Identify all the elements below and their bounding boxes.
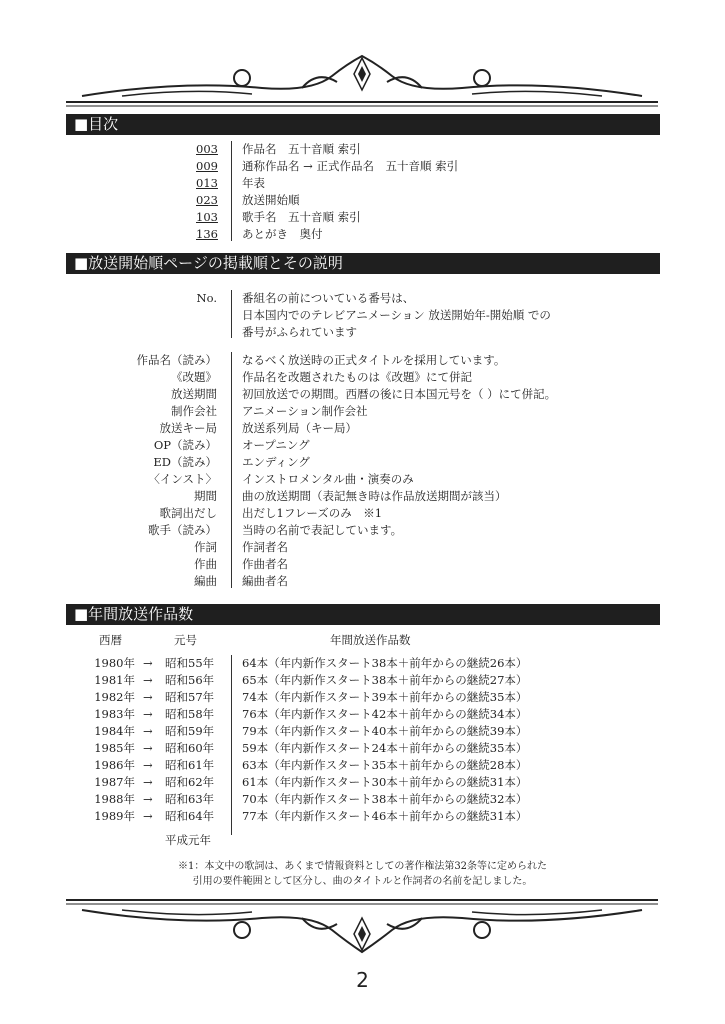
era-cell: 昭和56年 [165,673,215,687]
footnote-line-2: 引用の要件範囲として区分し、曲のタイトルと作詞者の名前を記しました。 [192,876,533,887]
legend-desc: エンディング [242,455,310,469]
legend-heading: ■放送開始順ページの掲載順とその説明 [66,253,660,274]
legend-label: OP（読み） [153,438,217,452]
toc-list [0,141,725,243]
count-cell: 74本（年内新作スタート39本＋前年からの継続35本） [242,690,528,704]
year-cell: 1989年 [94,809,135,823]
annual-row [0,740,725,757]
top-ornament [62,52,662,110]
legend-desc: なるべく放送時の正式タイトルを採用しています。 [242,353,506,367]
annual-row [0,808,725,825]
legend-desc: 初回放送での期間。西暦の後に日本国元号を（ ）にて併記。 [242,387,557,401]
count-cell: 70本（年内新作スタート38本＋前年からの継続32本） [242,792,528,806]
toc-page-number: 023 [196,193,218,207]
legend-item [0,471,725,488]
year-cell: 1985年 [94,741,135,755]
legend-desc: 当時の名前で表記しています。 [242,523,403,537]
toc-item [0,158,725,175]
toc-item [0,192,725,209]
year-cell: 1987年 [94,775,135,789]
count-cell: 77本（年内新作スタート46本＋前年からの継続31本） [242,809,528,823]
year-cell: 1980年 [94,656,135,670]
legend-label: 《改題》 [171,370,217,384]
toc-title: 作品名 五十音順 索引 [242,142,361,156]
legend-label: 編曲 [194,574,217,588]
legend-item [0,386,725,403]
bottom-ornament [62,894,662,960]
no-label: No. [196,291,217,305]
col-year-header: 西暦 [99,633,122,647]
no-line: 日本国内でのテレビアニメーション 放送開始年-開始順 での [242,308,551,322]
no-line: 番組名の前についている番号は、 [242,291,415,305]
col-era-header: 元号 [174,633,197,647]
count-cell: 59本（年内新作スタート24本＋前年からの継続35本） [242,741,528,755]
page-number: 2 [356,968,369,992]
legend-list [0,352,725,590]
toc-item [0,226,725,243]
toc-item [0,175,725,192]
annual-row [0,689,725,706]
legend-item [0,454,725,471]
annual-row [0,791,725,808]
arrow-icon: → [143,741,153,755]
toc-title: あとがき 奥付 [242,227,323,241]
legend-item [0,437,725,454]
legend-desc: オープニング [242,438,310,452]
no-explanation [0,290,725,341]
arrow-icon: → [143,775,153,789]
toc-title: 放送開始順 [242,193,300,207]
era-cell: 昭和55年 [165,656,215,670]
legend-desc: 編曲者名 [242,574,288,588]
annual-row [0,774,725,791]
annual-row [0,672,725,689]
arrow-icon: → [143,758,153,772]
toc-page-number: 009 [196,159,218,173]
arrow-icon: → [143,673,153,687]
legend-item [0,488,725,505]
count-cell: 64本（年内新作スタート38本＋前年からの継続26本） [242,656,528,670]
legend-desc: 作品名を改題されたものは《改題》にて併記 [242,370,472,384]
legend-item [0,522,725,539]
year-cell: 1983年 [94,707,135,721]
count-cell: 65本（年内新作スタート38本＋前年からの継続27本） [242,673,528,687]
legend-desc: 放送系列局（キー局） [242,421,357,435]
year-cell: 1986年 [94,758,135,772]
legend-desc: 作詞者名 [242,540,288,554]
legend-label: 〈インスト〉 [148,472,217,486]
count-cell: 76本（年内新作スタート42本＋前年からの継続34本） [242,707,528,721]
count-cell: 63本（年内新作スタート35本＋前年からの継続28本） [242,758,528,772]
era-cell: 昭和58年 [165,707,215,721]
toc-title: 歌手名 五十音順 索引 [242,210,361,224]
toc-heading: ■目次 [66,114,660,135]
annual-row [0,757,725,774]
year-cell: 1988年 [94,792,135,806]
legend-item [0,420,725,437]
no-line: 番号がふられています [242,325,357,339]
arrow-icon: → [143,724,153,738]
legend-desc: インストロメンタル曲・演奏のみ [242,472,414,486]
era-cell: 昭和61年 [165,758,215,772]
legend-desc: 作曲者名 [242,557,288,571]
toc-title: 通称作品名 → 正式作品名 五十音順 索引 [242,159,459,173]
arrow-icon: → [143,792,153,806]
annual-row [0,723,725,740]
era-cell: 昭和60年 [165,741,215,755]
toc-page-number: 003 [196,142,218,156]
arrow-icon: → [143,707,153,721]
count-cell: 79本（年内新作スタート40本＋前年からの継続39本） [242,724,528,738]
legend-item [0,573,725,590]
footnote-line-1: ※1：本文中の歌詞は、あくまで情報資料としての著作権法第32条等に定められた [177,861,548,872]
legend-label: 期間 [194,489,217,503]
legend-label: 放送キー局 [159,421,217,435]
arrow-icon: → [143,656,153,670]
legend-desc: 曲の放送期間（表記無き時は作品放送期間が該当） [242,489,507,503]
toc-page-number: 013 [196,176,218,190]
toc-page-number: 103 [196,210,218,224]
era-cell: 昭和64年 [165,809,215,823]
legend-label: ED（読み） [153,455,217,469]
arrow-icon: → [143,690,153,704]
legend-item [0,369,725,386]
toc-item [0,209,725,226]
annual-list [0,655,725,825]
legend-label: 制作会社 [171,404,217,418]
era-cell: 昭和57年 [165,690,215,704]
legend-label: 放送期間 [171,387,217,401]
legend-item [0,403,725,420]
extra-era: 平成元年 [165,833,211,847]
year-cell: 1981年 [94,673,135,687]
legend-label: 歌手（読み） [148,523,217,537]
era-cell: 昭和62年 [165,775,215,789]
legend-item [0,505,725,522]
legend-item [0,556,725,573]
col-count-header: 年間放送作品数 [330,633,411,647]
era-cell: 昭和63年 [165,792,215,806]
legend-desc: アニメーション制作会社 [242,404,368,418]
legend-desc: 出だし1フレーズのみ ※1 [242,506,383,520]
year-cell: 1982年 [94,690,135,704]
annual-row [0,706,725,723]
annual-heading: ■年間放送作品数 [66,604,660,625]
legend-label: 作曲 [194,557,217,571]
arrow-icon: → [143,809,153,823]
era-cell: 昭和59年 [165,724,215,738]
legend-label: 作詞 [194,540,217,554]
toc-page-number: 136 [196,227,218,241]
legend-item [0,352,725,369]
toc-item [0,141,725,158]
legend-item [0,539,725,556]
toc-title: 年表 [242,176,265,190]
legend-label: 作品名（読み） [136,353,217,367]
year-cell: 1984年 [94,724,135,738]
annual-row [0,655,725,672]
count-cell: 61本（年内新作スタート30本＋前年からの継続31本） [242,775,528,789]
legend-label: 歌詞出だし [159,506,217,520]
